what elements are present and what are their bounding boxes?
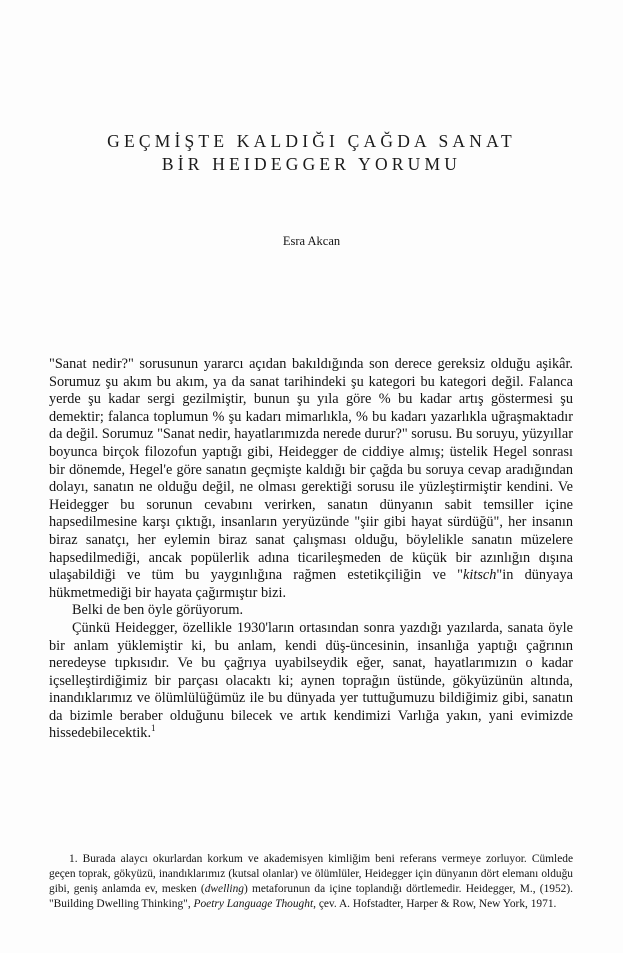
footnote-part-b: ) metaforunun da içine toplandığı dörtlemedir. Heidegger, M., (1952). "Building Dwelling Thinking",	[49, 883, 573, 910]
footnote-text	[49, 852, 573, 912]
paragraph-3	[49, 620, 573, 743]
paragraph-1	[49, 356, 573, 602]
paragraph-1-text: "Sanat nedir?" sorusunun yararcı açıdan bakıldığında son derece gereksiz olduğu aşikâr. Sorumuz şu akım bu akım, ya da sanat tarihindeki şu kategori bu kategori değil. Falanca yerde şu kadar sergi gezilmiştir, bunun şu yıla göre % bu kadar artış göstermesi şu demektir; falanca toplumun % şu kadarı mimarlıkla, % bu kadarı yazarlıkla uğraşmaktadır da değil. Sorumuz "Sanat nedir, hayatlarımızda nerede durur?" sorusu. Bu soruyu, yüzyıllar boyunca birçok filozofun yaptığı gibi, Heidegger de ciddiye almış; üstelik Hegel sonrası bir dönemde, Hegel'e göre sanatın geçmişte kaldığı bir çağda bu soruya cevap aradığından dolayı, sanatın ne olduğu değil, ne olması gerektiği sorusu ile yüzleştirmiştir kendini. Ve Heidegger bu sorunun cevabını verirken, sanatın dünyanın sabit temsiller içine hapsedilmesine karşı çıktığı, insanların yeryüzünde "şiir gibi hayat sürdüğü", her insanın biraz sanatçı, her eylemin biraz sanat çalışması olduğu, böylelikle sanatın müzelere hapsedilmediği, ancak popülerlik adına ticarileşmeden de küçük bir azınlığın dışına ulaşabildiği ve tüm bu yaygınlığına rağmen estetikçiliğin ve "	[49, 356, 573, 584]
paragraph-2: Belki de ben öyle görüyorum.	[72, 602, 244, 619]
footnote-italic-dwelling: dwelling	[204, 883, 244, 895]
footnote	[49, 852, 573, 912]
author-name: Esra Akcan	[282, 234, 341, 248]
paragraph-3-text: Çünkü Heidegger, özellikle 1930'ların ortasından sonra yazdığı yazılarda, sanata öyle bir anlam yüklemiştir ki, bu anlam, kendi düş-üncesinin, insanlığa yaptığı çağrının neredeyse tıpkısıdır. Ve bu çağrıya uyabilseydik eğer, sanat, hayatlarımızın o kadar içselleştirdiğimiz bir parçası olacaktı ki; aynen toprağın üstünde, gökyüzünün altında, inandıklarımız ve ölümlülüğümüz ile bu dünyada yer tuttuğumuzu bildiğimiz gibi, sanatın da bizimle beraber olduğunu bilecek ve artık kendimizi Varlığa yakın, yani evimizde hissedebilecektik.	[49, 619, 573, 742]
footnote-marker: 1	[151, 723, 156, 734]
kitsch-term: kitsch	[463, 567, 497, 584]
title-line-1: GEÇMİŞTE KALDIĞI ÇAĞDA SANAT	[107, 131, 516, 151]
footnote-part-c: , çev. A. Hofstadter, Harper & Row, New York, 1971.	[313, 898, 557, 910]
paragraph-1-end: "in dünyaya hükmetmediği bir hayata çağırmıştır bizi.	[49, 567, 574, 601]
footnote-part-a: 1. Burada alaycı okurlardan korkum ve akademisyen kimliğim beni referans vermeye zorluyor. Cümlede geçen toprak, gökyüzü, inandıklarımız (kutsal olanlar) ve ölümlüler, Heidegger için dünyanın dört elemanı olduğu gibi, geniş anlamda ev, mesken (	[49, 853, 573, 895]
article-body	[49, 356, 573, 743]
footnote-italic-book-title: Poetry Language Thought	[193, 898, 314, 910]
title-line-2: BİR HEIDEGGER YORUMU	[161, 154, 462, 174]
